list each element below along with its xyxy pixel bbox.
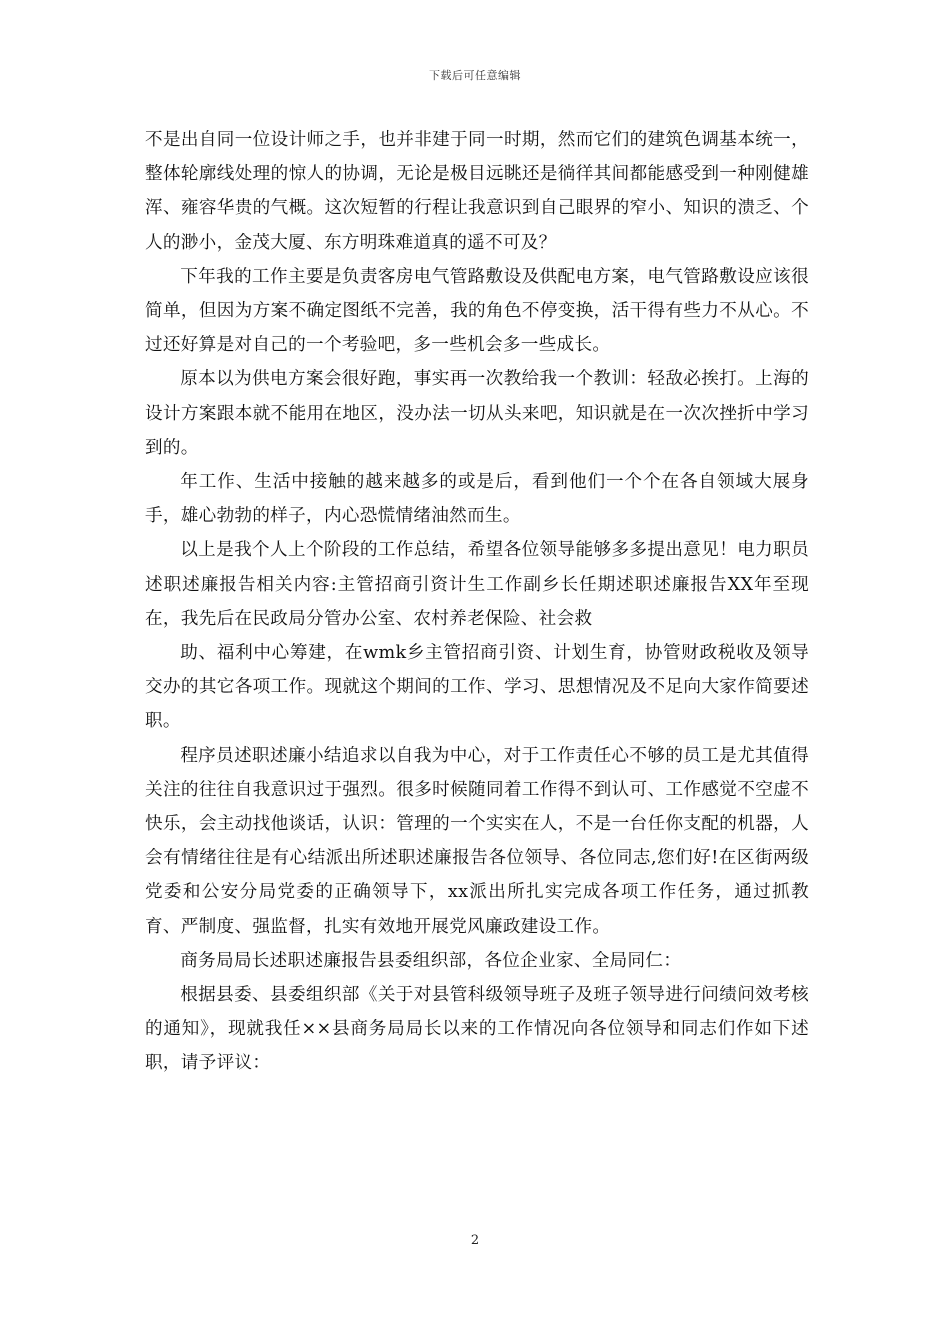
paragraph: 程序员述职述廉小结追求以自我为中心，对于工作责任心不够的员工是尤其值得关注的往往自我意识过于强烈。很多时候随同着工作得不到认可、工作感觉不空虚不快乐，会主动找他谈话，认识：管理的一个实实在人，不是一台任你支配的机器，人会有情绪往往是有心结派出所述职述廉报告各位领导、各位同志,您们好!在区街两级党委和公安分局党委的正确领导下，xx派出所扎实完成各项工作任务，通过抓教育、严制度、强监督，扎实有效地开展党风廉政建设工作。 (145, 745, 809, 937)
paragraph: 根据县委、县委组织部《关于对县管科级领导班子及班子领导进行问绩问效考核的通知》，现就我任××县商务局局长以来的工作情况向各位领导和同志们作如下述职，请予评议： (145, 985, 809, 1074)
paragraph: 下年我的工作主要是负责客房电气管路敷设及供配电方案，电气管路敷设应该很简单，但因为方案不确定图纸不完善，我的角色不停变换，活干得有些力不从心。不过还好算是对自己的一个考验吧，多一些机会多一些成长。 (145, 266, 809, 356)
paragraph: 年工作、生活中接触的越来越多的或是后，看到他们一个个在各自领域大展身手，雄心勃勃的样子，内心恐慌情绪油然而生。 (145, 472, 809, 527)
page-header: 下载后可任意编辑 (429, 69, 521, 82)
page-number: 2 (470, 1233, 480, 1248)
paragraph-continuation: 不是出自同一位设计师之手，也并非建于同一时期，然而它们的建筑色调基本统一，整体轮廓线处理的惊人的协调，无论是极目远眺还是徜徉其间都能感受到一种刚健雄浑、雍容华贵的气概。这次短暂的行程让我意识到自己眼界的窄小、知识的溃乏、个人的渺小，金茂大厦、东方明珠难道真的遥不可及？ (145, 130, 809, 253)
paragraph: 以上是我个人上个阶段的工作总结，希望各位领导能够多多提出意见！电力职员述职述廉报告相关内容:主管招商引资计生工作副乡长任期述职述廉报告XX年至现在，我先后在民政局分管办公室、农村养老保险、社会救 (145, 540, 809, 629)
paragraph: 商务局局长述职述廉报告县委组织部，各位企业家、全局同仁： (180, 950, 682, 971)
paragraph: 原本以为供电方案会很好跑，事实再一次教给我一个教训：轻敌必挨打。上海的设计方案跟本就不能用在地区，没办法一切从头来吧，知识就是在一次次挫折中学习到的。 (145, 369, 809, 458)
document-body (145, 123, 809, 1081)
paragraph: 助、福利中心筹建，在wmk乡主管招商引资、计划生育，协管财政税收及领导交办的其它各项工作。现就这个期间的工作、学习、思想情况及不足向大家作简要述职。 (145, 643, 809, 732)
